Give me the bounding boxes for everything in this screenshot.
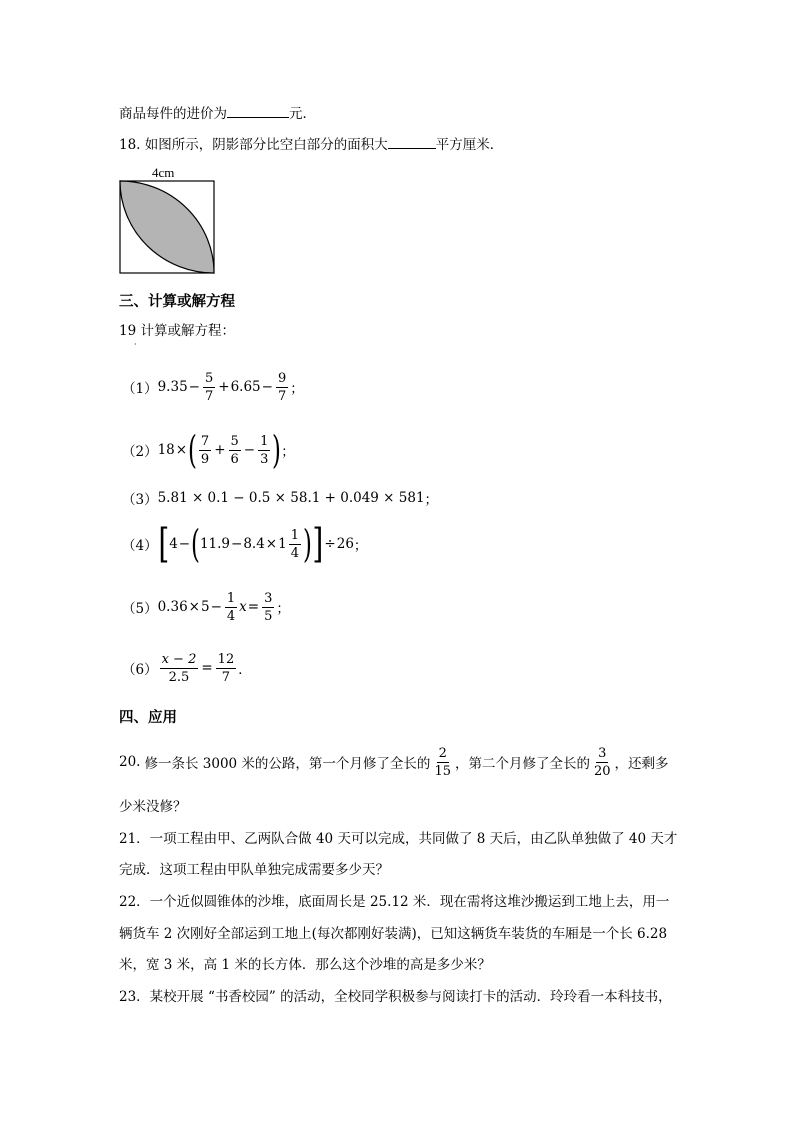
q19-line [119, 321, 235, 341]
item5-label: （5） [122, 601, 158, 617]
item2-frac3: $\frac{1}{3}$ [260, 433, 269, 467]
item4-times: × [265, 536, 278, 552]
q19-item-2 [122, 428, 295, 472]
item5-frac2: $\frac{3}{5}$ [264, 590, 273, 624]
item4-div: ÷ [324, 536, 336, 552]
item6-eq: = [201, 660, 213, 676]
q23-line1: 23．某校开展 “书香校园” 的活动，全校同学积极参与阅读打卡的活动．玲玲看一本科技书， [119, 989, 672, 1005]
item6-label: （6） [122, 662, 158, 678]
item5-end: ； [276, 601, 290, 617]
item1-op1: − [188, 379, 200, 395]
item4-end: ； [353, 538, 368, 554]
q17-answer-blank[interactable] [227, 103, 289, 118]
q20-line1 [119, 742, 669, 782]
q17-text-after: 元． [289, 106, 316, 122]
item1-frac2: $\frac{9}{7}$ [277, 370, 287, 404]
item5-times: × [188, 599, 200, 615]
item4-mixed-number: 1 $\frac{1}{4}$ [278, 527, 299, 561]
q19-item-1 [122, 367, 304, 407]
item2-open-paren: ( [188, 428, 197, 472]
section4-title: 四、应用 [119, 709, 177, 726]
item4-label: （4） [122, 538, 158, 554]
q22-line1: 22．一个近似圆锥体的沙堆，底面周长是 25.12 米．现在需将这堆沙搬运到工地上去，用一 [119, 894, 670, 910]
item3-expr: 5.81 × 0.1 − 0.5 × 58.1 + 0.049 × 581 [157, 490, 425, 506]
item4-a: 4 [169, 536, 178, 552]
item5-op1: − [210, 599, 222, 615]
q21-line2: 完成．这项工程由甲队单独完成需要多少天？ [119, 862, 389, 878]
item2-close-paren: ) [272, 428, 282, 472]
item1-label: （1） [122, 381, 158, 397]
item4-close-bracket: ] [312, 521, 324, 567]
q18-text-after: 平方厘米． [435, 137, 504, 153]
item2-op2: − [243, 442, 256, 458]
q20-text3: ，还剩多 [614, 756, 669, 772]
item2-label: （2） [122, 444, 158, 460]
item4-d: 26 [336, 536, 354, 552]
item1-a: 9.35 [157, 379, 188, 395]
q17-text-before: 商品每件的进价为 [119, 106, 227, 122]
q18-figure [119, 180, 217, 276]
item5-eq: = [247, 599, 260, 615]
q17-tail-line [119, 103, 316, 124]
q22-line3: 米，宽 3 米，高 1 米的长方体．那么这个沙堆的高是多少米？ [119, 957, 491, 973]
item4-op2: − [231, 536, 243, 552]
q20-text2: ，第二个月修了全长的 [454, 756, 590, 772]
item5-frac1: $\frac{1}{4}$ [226, 590, 236, 624]
item5-a: 0.36 [157, 599, 188, 615]
q19-item-5 [122, 587, 290, 627]
item4-b: 11.9 [199, 536, 230, 552]
item3-end: ； [424, 492, 439, 508]
item1-frac1: $\frac{5}{7}$ [204, 370, 214, 404]
item4-op1: − [178, 536, 191, 552]
q19-item-3 [122, 488, 438, 508]
item2-end: ； [281, 444, 295, 460]
q20-line2: 少米没修？ [119, 799, 187, 815]
item4-open-paren: ( [191, 522, 200, 566]
item5-var: x [239, 599, 247, 615]
item2-a: 18 [157, 442, 175, 458]
q18-answer-blank[interactable] [388, 134, 436, 149]
q21-line1: 21．一项工程由甲、乙两队合做 40 天可以完成，共同做了 8 天后，由乙队单独做了 40 天才 [119, 831, 678, 847]
item6-frac2: $\frac{12}{7}$ [217, 651, 235, 685]
q20-frac2: $\frac{3}{20}$ [593, 745, 611, 779]
item1-end: ； [290, 381, 304, 397]
item2-frac1: $\frac{7}{9}$ [200, 433, 210, 467]
item1-b: 6.65 [230, 379, 261, 395]
q22-line2: 辆货车 2 次刚好全部运到工地上(每次都刚好装满)，已知这辆货车装货的车厢是一个长 6.28 [119, 926, 668, 942]
item2-frac2: $\frac{5}{6}$ [230, 433, 239, 467]
q18-text-before: 如图所示，阴影部分比空白部分的面积大 [144, 137, 388, 153]
item2-op1: + [214, 442, 226, 458]
q19-number: 19 [119, 323, 137, 339]
item4-c: 8.4 [243, 536, 265, 552]
q19-mark: · [134, 340, 137, 349]
item6-end: ． [238, 662, 252, 678]
q18-line [119, 134, 503, 155]
item1-op3: − [261, 379, 273, 395]
q20-frac1: $\frac{2}{15}$ [434, 745, 451, 779]
item4-close-paren: ) [302, 522, 312, 566]
q19-prompt: 计算或解方程： [140, 323, 235, 339]
item1-op2: + [218, 379, 230, 395]
q20-text1: 修一条长 3000 米的公路，第一个月修了全长的 [144, 756, 431, 772]
section3-title: 三、计算或解方程 [119, 293, 235, 310]
q18-figure-label: 4cm [152, 165, 175, 180]
item2-times: × [175, 442, 188, 458]
item4-open-bracket: [ [157, 521, 169, 567]
q19-item-6 [122, 648, 252, 688]
item3-label: （3） [122, 492, 158, 508]
q19-item-4 [122, 522, 367, 566]
q20-number: 20. [119, 754, 141, 770]
q18-number: 18. [119, 137, 141, 153]
item6-frac1: $\frac{x - 2}{2.5}$ [161, 651, 197, 685]
item5-b: 5 [200, 599, 210, 615]
